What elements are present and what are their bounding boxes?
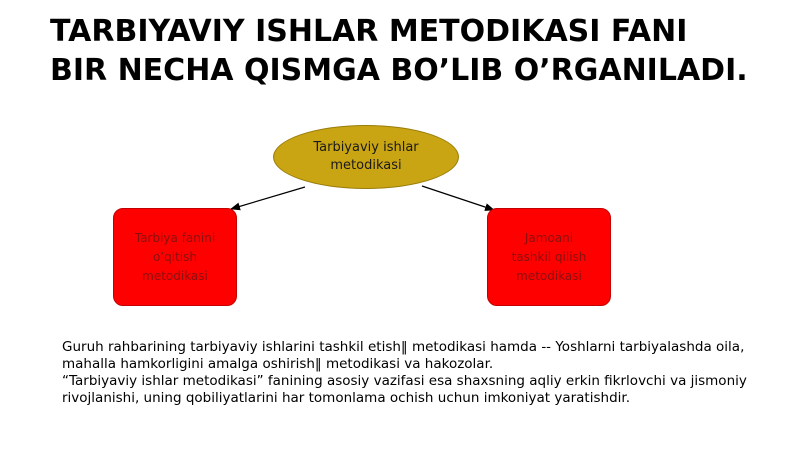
body-paragraph-1: Guruh rahbarining tarbiyaviy ishlarini tashkil etish‖ metodikasi hamda -- Yoshlarni tarbiyalashda oila, mahalla hamkorligini amalga oshirish‖ metodikasi va hakozolar. (62, 339, 745, 372)
diagram-child-node-right (487, 208, 611, 306)
body-text (62, 339, 752, 407)
arrow-right (422, 186, 494, 210)
body-paragraph-2: “Tarbiyaviy ishlar metodikasi” fanining asosiy vazifasi esa shaxsning aqliy erkin fikrlovchi va jismoniy rivojlanishi, uning qobiliyatlarini har tomonlama ochish uchun imkoniyat yaratishdir. (62, 373, 747, 406)
slide-title: TARBIYAVIY ISHLAR METODIKASI FANI BIR NECHA QISMGA BO’LIB O’RGANILADI. (50, 14, 748, 88)
diagram-root-node (273, 125, 459, 189)
diagram-child-label-left: Tarbiya fanini o’qitish metodikasi (134, 230, 216, 283)
diagram-root-label: Tarbiyaviy ishlar metodikasi (313, 140, 419, 173)
diagram-child-node-left (113, 208, 237, 306)
arrow-left (231, 187, 305, 209)
diagram-child-label-right: Jamoani tashkil qilish metodikasi (511, 230, 587, 283)
